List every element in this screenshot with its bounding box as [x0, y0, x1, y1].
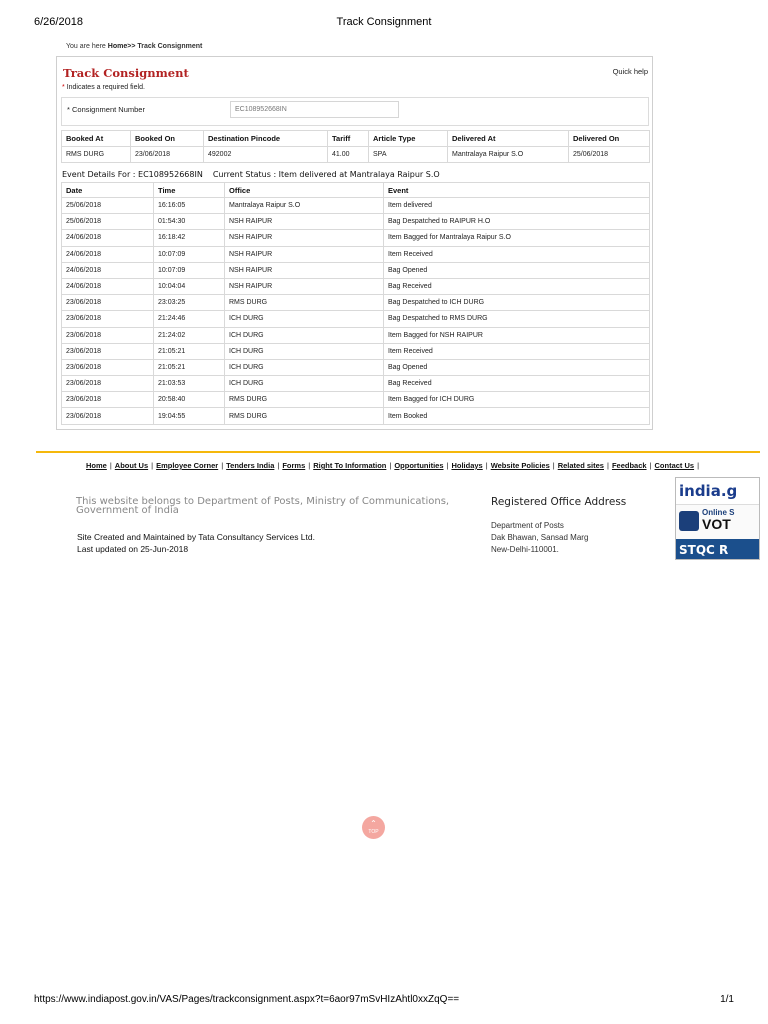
vote-banner-big-text: VOT — [702, 516, 731, 532]
footer-link-separator: | — [649, 461, 652, 470]
stqc-logo[interactable]: STQC R — [676, 539, 760, 560]
print-title: Track Consignment — [336, 16, 432, 28]
event-cell: 21:05:21 — [154, 343, 225, 359]
event-row — [62, 408, 650, 424]
event-cell: ICH DURG — [225, 311, 384, 327]
event-cell: ICH DURG — [225, 359, 384, 375]
consignment-label: * Consignment Number — [67, 105, 145, 114]
booking-row — [62, 147, 650, 163]
india-gov-logo[interactable]: india.g — [679, 482, 738, 500]
event-cell: 23/06/2018 — [62, 359, 154, 375]
consignment-number-input[interactable] — [230, 101, 399, 118]
event-cell: Bag Opened — [384, 262, 650, 278]
footer-link-separator: | — [221, 461, 224, 470]
event-cell: 24/06/2018 — [62, 278, 154, 294]
footer-link-separator: | — [308, 461, 311, 470]
event-row — [62, 359, 650, 375]
event-cell: RMS DURG — [225, 408, 384, 424]
booking-cell: 23/06/2018 — [131, 147, 204, 163]
footer-link[interactable]: Right To Information — [313, 461, 387, 470]
event-cell: 10:07:09 — [154, 246, 225, 262]
chevron-up-icon: ⌃ — [370, 819, 377, 828]
event-cell: 23/06/2018 — [62, 408, 154, 424]
footer-link[interactable]: Opportunities — [394, 461, 444, 470]
event-cell: NSH RAIPUR — [225, 262, 384, 278]
last-updated-text: Last updated on 25-Jun-2018 — [77, 544, 189, 554]
ballot-hand-icon — [679, 511, 699, 531]
footer-link-separator: | — [485, 461, 488, 470]
footer-links — [86, 461, 746, 470]
event-cell: NSH RAIPUR — [225, 278, 384, 294]
back-to-top-button[interactable] — [362, 816, 385, 839]
events-body — [62, 198, 650, 425]
event-cell: 16:16:05 — [154, 198, 225, 214]
address-line: New-Delhi-110001. — [491, 545, 559, 554]
events-header-row — [62, 183, 650, 198]
panel-title: Track Consignment — [63, 66, 189, 80]
event-row — [62, 392, 650, 408]
event-cell: Item delivered — [384, 198, 650, 214]
event-cell: 21:24:46 — [154, 311, 225, 327]
booking-header: Booked At — [62, 131, 131, 147]
partner-badges[interactable] — [675, 477, 760, 560]
event-row — [62, 198, 650, 214]
footer-link[interactable]: About Us — [114, 461, 149, 470]
event-row — [62, 230, 650, 246]
event-cell: 16:18:42 — [154, 230, 225, 246]
event-cell: 23/06/2018 — [62, 343, 154, 359]
event-cell: 19:04:55 — [154, 408, 225, 424]
address-line: Department of Posts — [491, 521, 564, 530]
required-note — [62, 84, 145, 91]
event-cell: 25/06/2018 — [62, 214, 154, 230]
event-cell: 20:58:40 — [154, 392, 225, 408]
address-line: Dak Bhawan, Sansad Marg — [491, 533, 589, 542]
event-cell: NSH RAIPUR — [225, 246, 384, 262]
event-cell: 24/06/2018 — [62, 246, 154, 262]
print-header — [0, 16, 768, 30]
booking-header: Delivered On — [569, 131, 650, 147]
event-cell: 21:05:21 — [154, 359, 225, 375]
event-cell: Mantralaya Raipur S.O — [225, 198, 384, 214]
booking-header: Article Type — [369, 131, 448, 147]
event-row — [62, 343, 650, 359]
event-cell: Bag Despatched to RMS DURG — [384, 311, 650, 327]
event-cell: 24/06/2018 — [62, 262, 154, 278]
required-star: * — [62, 84, 65, 91]
footer-link[interactable]: Related sites — [557, 461, 604, 470]
event-cell: Item Received — [384, 343, 650, 359]
event-cell: RMS DURG — [225, 392, 384, 408]
booking-cell: 492002 — [204, 147, 328, 163]
track-consignment-panel — [56, 56, 653, 430]
breadcrumb-current: Track Consignment — [137, 43, 203, 50]
site-credits — [77, 531, 315, 555]
footer-link[interactable]: Forms — [282, 461, 306, 470]
event-cell: Item Bagged for Mantralaya Raipur S.O — [384, 230, 650, 246]
event-cell: Bag Received — [384, 278, 650, 294]
event-cell: RMS DURG — [225, 295, 384, 311]
footer-link-separator: | — [109, 461, 112, 470]
booking-header: Delivered At — [448, 131, 569, 147]
required-note-text: Indicates a required field. — [66, 84, 145, 91]
events-header: Event — [384, 183, 650, 198]
consignment-form — [61, 97, 649, 126]
event-cell: Bag Despatched to RAIPUR H.O — [384, 214, 650, 230]
event-cell: 23/06/2018 — [62, 295, 154, 311]
booking-header-row — [62, 131, 650, 147]
breadcrumb-prefix: You are here — [66, 43, 106, 50]
print-page-number: 1/1 — [720, 994, 734, 1005]
footer-link[interactable]: Employee Corner — [156, 461, 219, 470]
event-row — [62, 278, 650, 294]
footer-link[interactable]: Feedback — [611, 461, 647, 470]
print-url: https://www.indiapost.gov.in/VAS/Pages/trackconsignment.aspx?t=6aor97mSvHIzAhtl0xxZqQ== — [34, 994, 460, 1005]
event-cell: Item Bagged for ICH DURG — [384, 392, 650, 408]
quick-help-link[interactable]: Quick help — [612, 67, 648, 76]
footer-link-separator: | — [446, 461, 449, 470]
event-cell: Item Booked — [384, 408, 650, 424]
event-row — [62, 246, 650, 262]
event-row — [62, 376, 650, 392]
footer-link-separator: | — [389, 461, 392, 470]
top-label: TOP — [368, 829, 379, 835]
registered-office-title: Registered Office Address — [491, 496, 627, 508]
vote-banner-text: Online S — [702, 508, 735, 517]
site-ownership-text: This website belongs to Department of Posts, Ministry of Communications, Government of India — [76, 496, 450, 516]
footer-link[interactable]: Holidays — [451, 461, 483, 470]
event-cell: ICH DURG — [225, 327, 384, 343]
footer-link[interactable]: Contact Us — [654, 461, 695, 470]
footer-link-separator: | — [697, 461, 700, 470]
events-header: Date — [62, 183, 154, 198]
footer-link[interactable]: Website Policies — [490, 461, 550, 470]
event-cell: Bag Received — [384, 376, 650, 392]
event-cell: ICH DURG — [225, 343, 384, 359]
event-cell: Item Bagged for NSH RAIPUR — [384, 327, 650, 343]
footer-link-separator: | — [151, 461, 154, 470]
print-footer — [0, 994, 768, 1008]
event-cell: 01:54:30 — [154, 214, 225, 230]
footer-link[interactable]: Tenders India — [226, 461, 275, 470]
print-date: 6/26/2018 — [34, 16, 83, 28]
footer-divider — [36, 451, 760, 453]
event-cell: ICH DURG — [225, 376, 384, 392]
events-header: Time — [154, 183, 225, 198]
booking-cell: RMS DURG — [62, 147, 131, 163]
registered-office-address — [491, 520, 588, 556]
booking-header: Booked On — [131, 131, 204, 147]
booking-cell: SPA — [369, 147, 448, 163]
event-cell: 23/06/2018 — [62, 311, 154, 327]
footer-link-separator: | — [606, 461, 609, 470]
event-row — [62, 327, 650, 343]
event-cell: Bag Opened — [384, 359, 650, 375]
booking-header: Destination Pincode — [204, 131, 328, 147]
event-cell: 24/06/2018 — [62, 230, 154, 246]
booking-header: Tariff — [328, 131, 369, 147]
booking-cell: Mantralaya Raipur S.O — [448, 147, 569, 163]
footer-link[interactable]: Home — [86, 461, 107, 470]
event-cell: Item Received — [384, 246, 650, 262]
event-cell: NSH RAIPUR — [225, 214, 384, 230]
event-cell: NSH RAIPUR — [225, 230, 384, 246]
events-table — [61, 182, 650, 425]
event-row — [62, 262, 650, 278]
event-details-heading — [62, 170, 440, 179]
breadcrumb-home-link[interactable]: Home>> — [107, 43, 136, 50]
event-row — [62, 311, 650, 327]
event-cell: 10:04:04 — [154, 278, 225, 294]
event-cell: 23/06/2018 — [62, 327, 154, 343]
event-cell: Bag Despatched to ICH DURG — [384, 295, 650, 311]
event-cell: 21:03:53 — [154, 376, 225, 392]
event-details-for: Event Details For : EC108952668IN — [62, 170, 203, 179]
events-header: Office — [225, 183, 384, 198]
event-row — [62, 295, 650, 311]
event-cell: 25/06/2018 — [62, 198, 154, 214]
online-voter-banner[interactable] — [676, 504, 760, 541]
booking-cell: 41.00 — [328, 147, 369, 163]
event-cell: 21:24:02 — [154, 327, 225, 343]
current-status: Current Status : Item delivered at Mantralaya Raipur S.O — [212, 170, 440, 179]
footer-link-separator: | — [552, 461, 555, 470]
breadcrumb — [66, 43, 202, 50]
footer-link-separator: | — [277, 461, 280, 470]
event-cell: 23:03:25 — [154, 295, 225, 311]
event-row — [62, 214, 650, 230]
event-cell: 23/06/2018 — [62, 392, 154, 408]
booking-table — [61, 130, 650, 163]
created-by-text: Site Created and Maintained by Tata Consultancy Services Ltd. — [77, 532, 315, 542]
event-cell: 10:07:09 — [154, 262, 225, 278]
event-cell: 23/06/2018 — [62, 376, 154, 392]
booking-cell: 25/06/2018 — [569, 147, 650, 163]
